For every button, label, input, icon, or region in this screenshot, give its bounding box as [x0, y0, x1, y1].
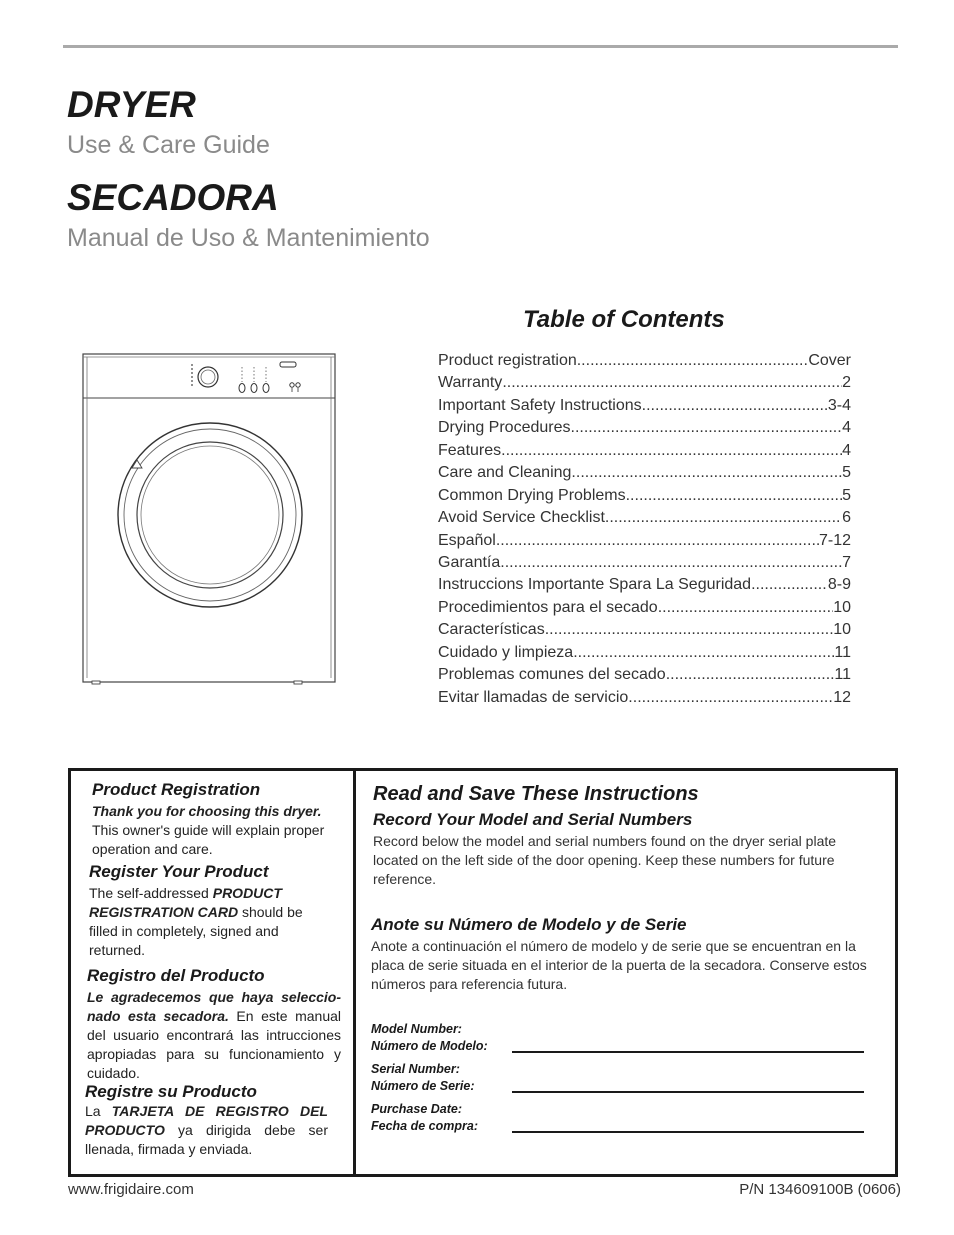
toc-entry-page: 4	[842, 441, 851, 459]
toc-entry-label: Drying Procedures	[438, 419, 571, 437]
register-body-text: should be filled in completely, signed and returned.	[89, 904, 303, 958]
top-rule	[63, 45, 898, 48]
toc-leader-dots	[628, 689, 833, 707]
dryer-illustration	[80, 352, 340, 687]
toc-entry-label: Avoid Service Checklist	[438, 509, 605, 527]
registration-card-text: PRODUCT REGISTRATION CARD	[89, 885, 282, 920]
toc-title: Table of Contents	[523, 306, 725, 333]
toc-entry[interactable]	[438, 532, 851, 554]
anote-heading: Anote su Número de Modelo y de Serie	[371, 915, 687, 934]
toc-entry-label: Product registration	[438, 352, 577, 369]
toc-leader-dots	[571, 464, 842, 482]
toc-entry-page: 5	[842, 486, 851, 504]
toc-entry-page: 5	[842, 464, 851, 482]
toc-entry-page: 8-9	[827, 576, 851, 594]
toc-entry-page: 7-12	[818, 531, 851, 549]
serial-number-en: Serial Number:	[371, 1062, 460, 1076]
serial-number-label	[371, 1061, 475, 1095]
thank-you-text: Thank you for choosing this dryer.	[92, 803, 322, 819]
title-secadora: SECADORA	[67, 177, 279, 218]
toc-leader-dots	[642, 397, 828, 415]
toc-entry-page: Cover	[808, 352, 851, 369]
subtitle-use-care-guide: Use & Care Guide	[67, 131, 270, 159]
toc-leader-dots	[658, 599, 834, 617]
toc-entry[interactable]	[438, 509, 851, 531]
title-dryer: DRYER	[67, 84, 196, 125]
toc-entry[interactable]	[438, 576, 851, 598]
toc-entry[interactable]	[438, 442, 851, 464]
toc-leader-dots	[605, 509, 842, 527]
toc-entry[interactable]	[438, 374, 851, 396]
toc-entry-label: Cuidado y limpieza	[438, 643, 574, 661]
toc-entry-label: Problemas comunes del secado	[438, 666, 666, 684]
toc-entry-page: 4	[842, 419, 851, 437]
toc-leader-dots	[500, 554, 842, 572]
toc-entry-label: Garantía	[438, 553, 501, 571]
toc-entry[interactable]	[438, 554, 851, 576]
toc-entry-page: 3-4	[827, 396, 851, 414]
table-of-contents	[438, 352, 851, 711]
subtitle-manual: Manual de Uso & Mantenimiento	[67, 224, 430, 252]
purchase-date-field[interactable]	[512, 1131, 864, 1133]
toc-entry-label: Español	[438, 531, 496, 549]
toc-leader-dots	[545, 621, 834, 639]
registre-producto-text	[85, 1102, 328, 1159]
part-number: P/N 134609100B (0606)	[739, 1181, 901, 1198]
tarjeta-text: TARJETA DE REGISTRO DEL PRODUCTO	[85, 1103, 328, 1138]
registre-producto-heading: Registre su Producto	[85, 1082, 257, 1101]
toc-leader-dots	[666, 666, 835, 684]
toc-entry[interactable]	[438, 419, 851, 441]
toc-entry[interactable]	[438, 397, 851, 419]
toc-leader-dots	[502, 374, 842, 392]
serial-number-field[interactable]	[512, 1091, 864, 1093]
toc-leader-dots	[571, 419, 843, 437]
register-pre-text: The self-addressed	[89, 885, 213, 901]
purchase-date-en: Purchase Date:	[371, 1102, 463, 1116]
model-number-es: Número de Modelo:	[371, 1039, 488, 1053]
registre-pre-text: La	[85, 1103, 112, 1119]
toc-entry[interactable]	[438, 621, 851, 643]
toc-entry-label: Warranty	[438, 374, 503, 392]
toc-entry[interactable]	[438, 644, 851, 666]
toc-entry-page: 11	[834, 666, 851, 684]
toc-entry-label: Evitar llamadas de servicio	[438, 688, 629, 706]
model-number-field[interactable]	[512, 1051, 864, 1053]
toc-entry-label: Características	[438, 621, 545, 639]
anote-text: Anote a continuación el número de modelo y de serie que se encuentran en la placa de serie situada en el interior de la puerta de la secadora. Conserve estos números para referencia futura.	[371, 938, 867, 992]
product-registration-text	[92, 802, 327, 859]
toc-leader-dots	[496, 532, 819, 550]
registro-producto-text	[87, 988, 341, 1083]
website-link[interactable]: www.frigidaire.com	[68, 1181, 194, 1198]
model-number-label	[371, 1021, 488, 1055]
toc-entry[interactable]	[438, 666, 851, 688]
toc-entry[interactable]	[438, 689, 851, 711]
registration-box	[68, 768, 898, 1177]
register-product-text	[89, 884, 319, 960]
toc-entry-page: 10	[833, 598, 851, 616]
toc-entry[interactable]	[438, 599, 851, 621]
toc-entry[interactable]	[438, 487, 851, 509]
toc-entry-label: Common Drying Problems	[438, 486, 626, 504]
toc-entry-page: 12	[833, 688, 851, 706]
agradecemos-text: Le agradecemos que haya seleccio-nado esta secadora.	[87, 989, 341, 1024]
toc-leader-dots	[577, 352, 809, 370]
purchase-date-es: Fecha de compra:	[371, 1119, 478, 1133]
model-number-en: Model Number:	[371, 1022, 462, 1036]
toc-entry-page: 10	[833, 621, 851, 639]
owners-guide-text: This owner's guide will explain proper operation and care.	[92, 822, 325, 857]
registro-producto-heading: Registro del Producto	[87, 966, 265, 985]
toc-leader-dots	[573, 644, 834, 662]
read-save-heading: Read and Save These Instructions	[373, 783, 699, 805]
toc-entry-page: 6	[842, 509, 851, 527]
product-registration-heading: Product Registration	[92, 780, 261, 799]
toc-entry-page: 2	[842, 374, 851, 392]
toc-entry-page: 7	[842, 553, 851, 571]
box-divider	[353, 771, 356, 1174]
toc-entry-label: Care and Cleaning	[438, 464, 572, 482]
registro-body-text: En este manual del usuario encontrará las intrucciones apropiadas para su funcionamiento y cuidado.	[87, 1008, 341, 1081]
toc-leader-dots	[501, 442, 842, 460]
toc-entry-label: Important Safety Instructions	[438, 396, 642, 414]
toc-entry[interactable]	[438, 352, 851, 374]
register-product-heading: Register Your Product	[89, 862, 269, 881]
record-heading: Record Your Model and Serial Numbers	[373, 810, 693, 829]
toc-entry-label: Instruccions Importante Spara La Seguridad	[438, 576, 752, 594]
toc-entry-label: Features	[438, 441, 502, 459]
registre-body-text: ya dirigida debe ser llenada, firmada y enviada.	[85, 1122, 328, 1157]
record-text: Record below the model and serial numbers found on the dryer serial plate located on the left side of the door opening. Keep these numbers for future reference.	[373, 833, 837, 887]
serial-number-es: Número de Serie:	[371, 1079, 475, 1093]
toc-entry-page: 11	[834, 643, 851, 661]
toc-leader-dots	[751, 576, 828, 594]
toc-leader-dots	[626, 487, 842, 505]
toc-entry-label: Procedimientos para el secado	[438, 598, 658, 616]
purchase-date-label	[371, 1101, 478, 1135]
toc-entry[interactable]	[438, 464, 851, 486]
